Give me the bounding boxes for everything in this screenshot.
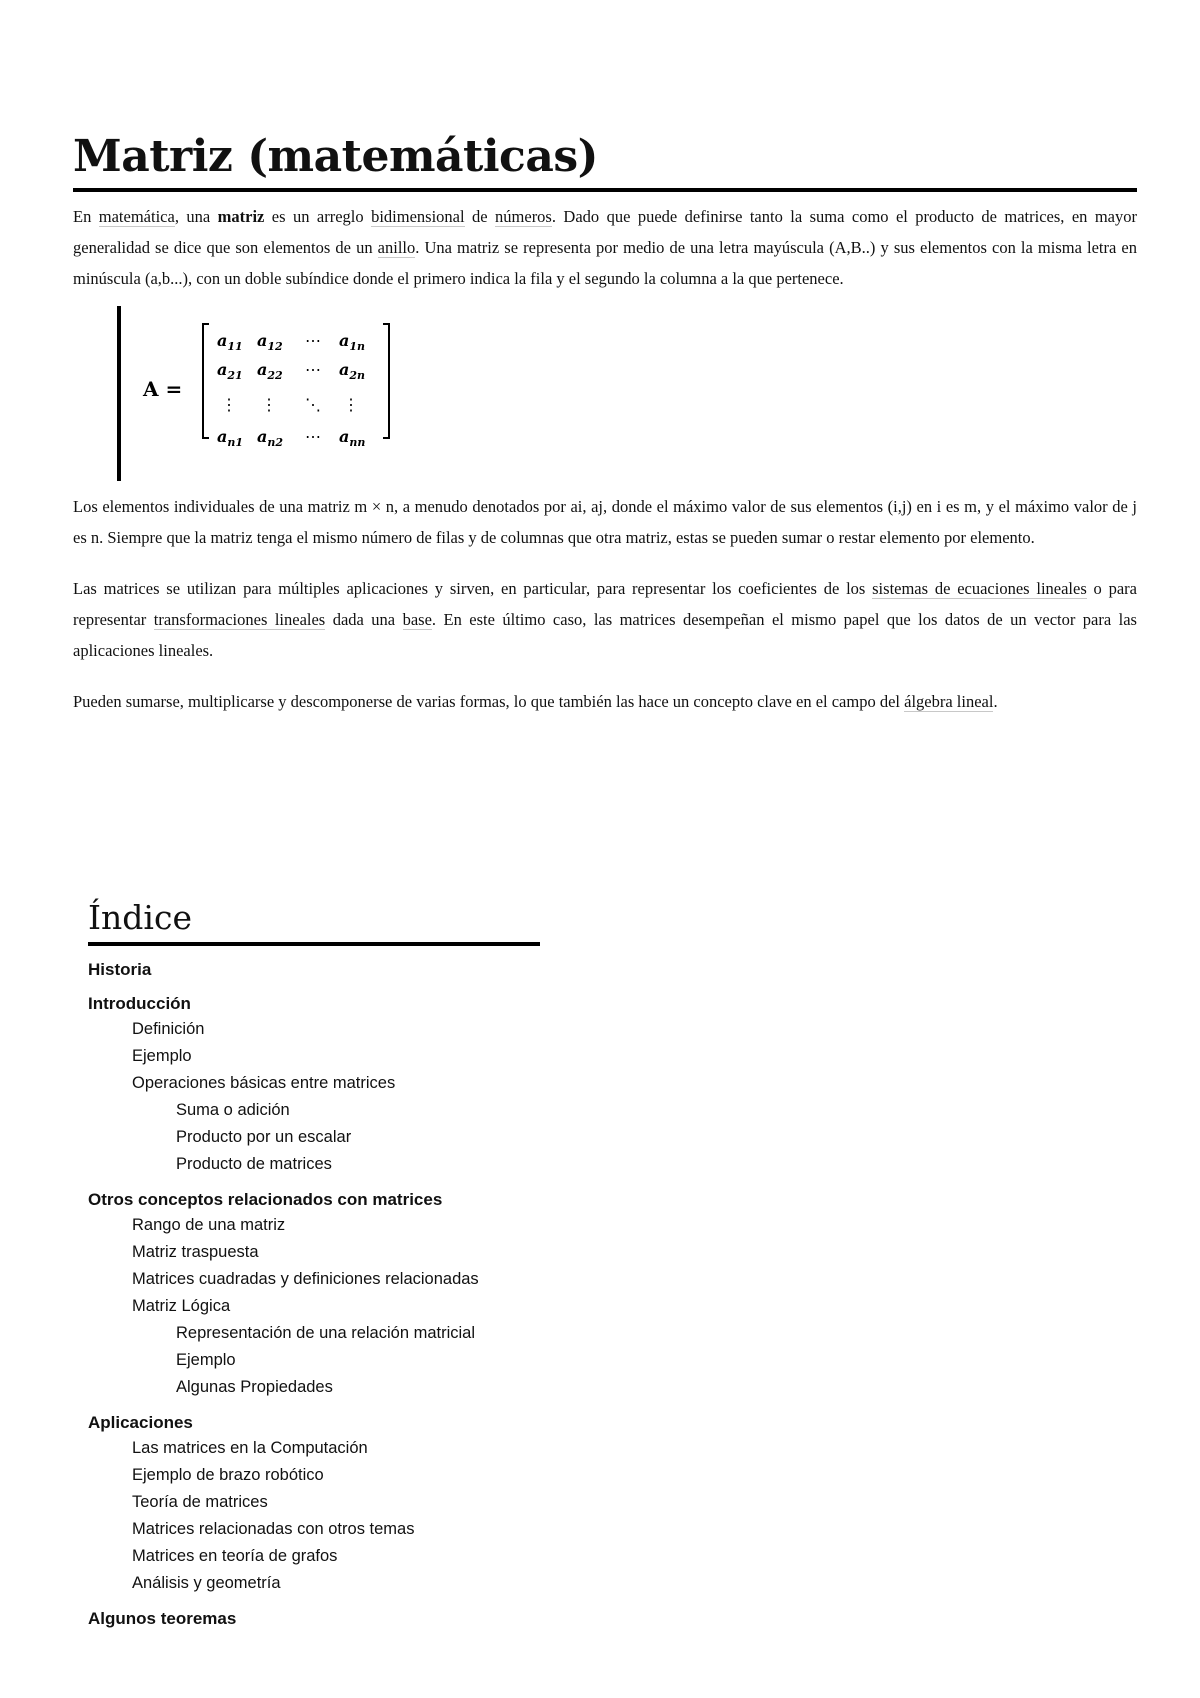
toc-item-analisis[interactable]: Análisis y geometría: [132, 1574, 281, 1592]
matrix-cell: $a_{12}$: [257, 331, 283, 353]
article-body: [73, 0, 1137, 717]
link-anillo[interactable]: anillo: [377, 238, 416, 257]
toc-item-rango[interactable]: Rango de una matriz: [132, 1216, 286, 1234]
link-algebra-lineal[interactable]: álgebra lineal: [904, 692, 994, 711]
matrix-cell: $a_{n2}$: [257, 427, 284, 449]
toc-item-cuadradas[interactable]: Matrices cuadradas y definiciones relacionadas: [132, 1270, 479, 1288]
toc-list: [88, 958, 540, 1631]
toc-item-otros-temas[interactable]: Matrices relacionadas con otros temas: [132, 1520, 415, 1538]
toc-title: Índice: [88, 896, 540, 946]
link-base[interactable]: base: [402, 610, 432, 629]
toc-item-otros-conceptos[interactable]: Otros conceptos relacionados con matrices: [88, 1190, 443, 1209]
matrix-cell: ⋮: [221, 395, 237, 414]
matrix-cell: $a_{nn}$: [339, 427, 366, 449]
toc-item-propiedades[interactable]: Algunas Propiedades: [176, 1378, 333, 1396]
text: . Dado que puede definirse tanto la suma como el producto de matrices, en mayor generalidad se dice que son elementos de un: [73, 207, 1137, 257]
toc-item-teoria[interactable]: Teoría de matrices: [132, 1493, 268, 1511]
link-matematica[interactable]: matemática: [98, 207, 175, 226]
toc-item-logica[interactable]: Matriz Lógica: [132, 1297, 231, 1315]
paragraph-elements: Los elementos individuales de una matriz m × n, a menudo denotados por ai, aj, donde el máximo valor de sus elementos (i,j) en i es m, y el máximo valor de j es n. Siempre que la matriz tenga el mismo número de filas y de columnas que otra matriz, estas se pueden sumar o restar elemento por elemento.: [73, 497, 1137, 547]
paragraph-applications: [73, 573, 1137, 666]
toc-item-traspuesta[interactable]: Matriz traspuesta: [132, 1243, 259, 1261]
intro-paragraph: [73, 201, 1137, 294]
bold-term: matriz: [217, 207, 265, 226]
toc-item-grafos[interactable]: Matrices en teoría de grafos: [132, 1547, 338, 1565]
matrix-cell: $a_{1n}$: [339, 331, 366, 353]
matrix-cell: ⋯: [305, 427, 321, 446]
matrix-cell: $a_{21}$: [217, 360, 243, 382]
link-bidimensional[interactable]: bidimensional: [371, 207, 465, 226]
page-title: Matriz (matemáticas): [73, 130, 1137, 192]
matrix-formula: [117, 306, 1137, 481]
matrix-cell: $a_{n1}$: [217, 427, 244, 449]
link-transformaciones-lineales[interactable]: transformaciones lineales: [153, 610, 326, 629]
text: es un arreglo: [264, 207, 372, 226]
matrix-cell: ⋯: [305, 360, 321, 379]
link-numeros[interactable]: números: [495, 207, 552, 226]
text: En: [73, 207, 99, 226]
text: . En este último caso, las matrices desempeñan el mismo papel que los datos de un vector para las aplicaciones lineales.: [73, 610, 1137, 660]
text: Las matrices se utilizan para múltiples aplicaciones y sirven, en particular, para representar los coeficientes de los: [73, 579, 873, 598]
left-bracket: [203, 324, 209, 438]
matrix-cell: ⋯: [305, 331, 321, 350]
toc-item-teoremas[interactable]: Algunos teoremas: [88, 1609, 237, 1628]
formula-lhs: A =: [143, 377, 183, 401]
toc-item-producto-matrices[interactable]: Producto de matrices: [176, 1155, 332, 1173]
paragraph-algebra: [73, 686, 1137, 717]
table-of-contents: [88, 896, 540, 1631]
toc-item-historia[interactable]: Historia: [88, 960, 152, 979]
matrix-cell: ⋱: [305, 395, 321, 414]
toc-item-suma[interactable]: Suma o adición: [176, 1101, 290, 1119]
text: .: [993, 692, 998, 711]
matrix-formula-image: [131, 314, 431, 464]
toc-item-brazo-robotico[interactable]: Ejemplo de brazo robótico: [132, 1466, 324, 1484]
text: dada una: [325, 610, 403, 629]
toc-item-ejemplo[interactable]: Ejemplo: [132, 1047, 192, 1065]
text: Pueden sumarse, multiplicarse y descomponerse de varias formas, lo que también las hace un concepto clave en el campo del: [73, 692, 905, 711]
right-bracket: [383, 324, 389, 438]
toc-item-computacion[interactable]: Las matrices en la Computación: [132, 1439, 368, 1457]
matrix-cell: $a_{2n}$: [339, 360, 366, 382]
matrix-cell: ⋮: [343, 395, 359, 414]
toc-item-aplicaciones[interactable]: Aplicaciones: [88, 1413, 193, 1432]
link-sistemas-ecuaciones[interactable]: sistemas de ecuaciones lineales: [872, 579, 1087, 598]
toc-item-producto-escalar[interactable]: Producto por un escalar: [176, 1128, 352, 1146]
matrix-cell: $a_{11}$: [217, 331, 243, 353]
toc-item-definicion[interactable]: Definición: [132, 1020, 205, 1038]
toc-item-relacion-matricial[interactable]: Representación de una relación matricial: [176, 1324, 475, 1342]
text: , una: [174, 207, 218, 226]
toc-item-introduccion[interactable]: Introducción: [88, 994, 191, 1013]
toc-item-ejemplo-2[interactable]: Ejemplo: [176, 1351, 236, 1369]
matrix-cell: ⋮: [261, 395, 277, 414]
text: o para representar: [73, 579, 1137, 629]
toc-item-operaciones[interactable]: Operaciones básicas entre matrices: [132, 1074, 396, 1092]
text: . Una matriz se representa por medio de una letra mayúscula (A,B..) y sus elementos con la misma letra en minúscula (a,b...), con un doble subíndice donde el primero indica la fila y el segundo la columna a la que pertenece.: [73, 238, 1137, 288]
matrix-cell: $a_{22}$: [257, 360, 283, 382]
text: de: [464, 207, 496, 226]
